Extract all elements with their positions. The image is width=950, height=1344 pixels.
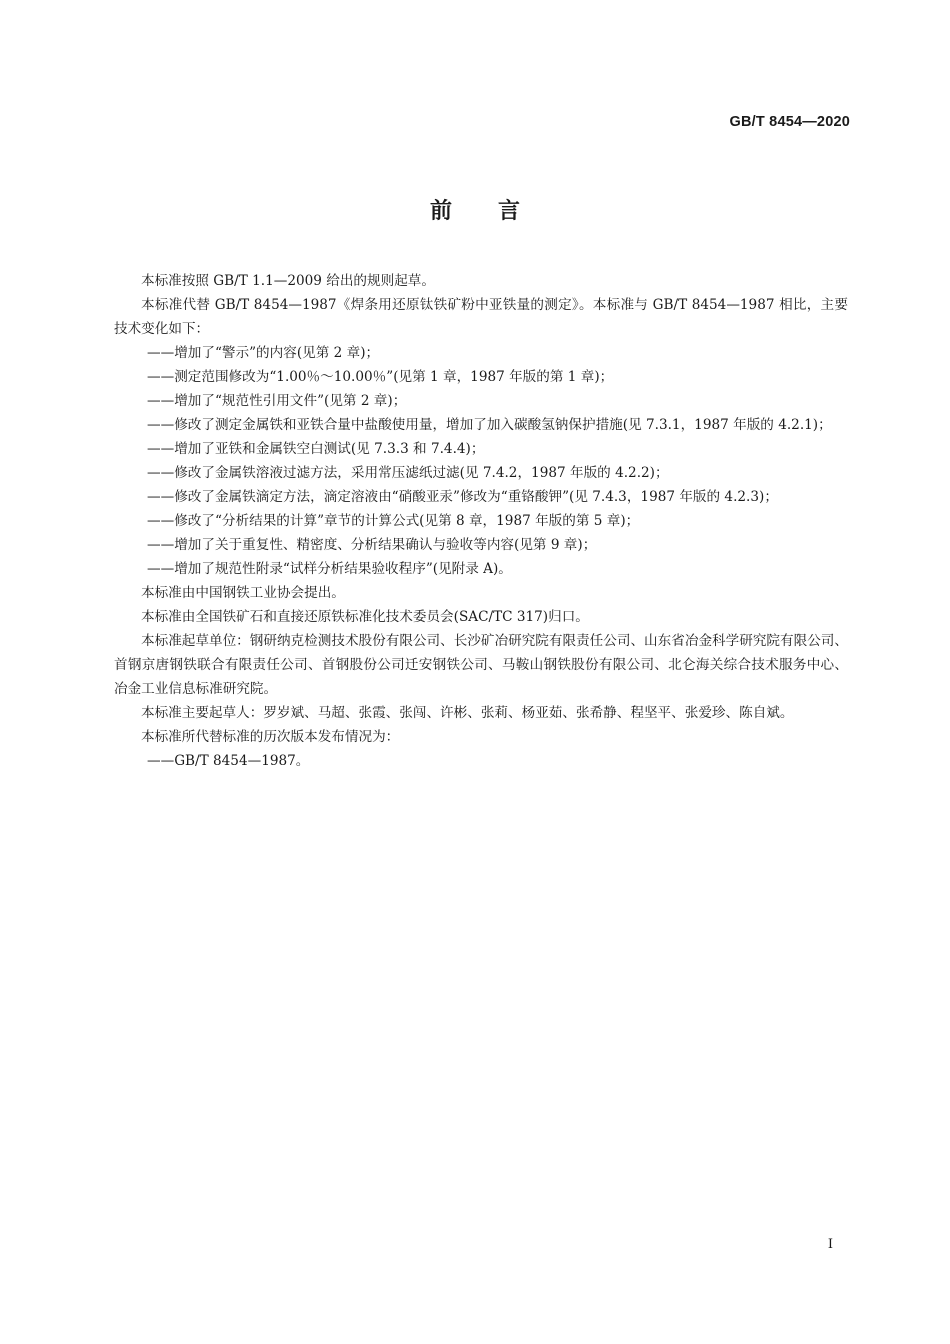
paragraph-proposer: 本标准由中国钢铁工业协会提出。 bbox=[141, 585, 345, 601]
change-item: ——修改了测定金属铁和亚铁合量中盐酸使用量，增加了加入碳酸氢钠保护措施(见 7.3.1，1987 年版的 4.2.1)； bbox=[147, 417, 832, 433]
title-char-2: 言 bbox=[498, 199, 521, 224]
foreword-body bbox=[114, 269, 848, 773]
change-item: ——增加了“规范性引用文件”(见第 2 章)； bbox=[147, 393, 407, 409]
change-item: ——增加了亚铁和金属铁空白测试(见 7.3.3 和 7.4.4)； bbox=[147, 441, 485, 457]
page-title bbox=[0, 194, 950, 225]
change-item: ——修改了“分析结果的计算”章节的计算公式(见第 8 章，1987 年版的第 5 章)； bbox=[147, 513, 640, 529]
change-item: ——测定范围修改为“1.00％～10.00％”(见第 1 章，1987 年版的第 1 章)； bbox=[147, 369, 614, 385]
paragraph-history-intro: 本标准所代替标准的历次版本发布情况为： bbox=[141, 729, 400, 745]
change-item: ——增加了关于重复性、精密度、分析结果确认与验收等内容(见第 9 章)； bbox=[147, 537, 597, 553]
page-number: I bbox=[827, 1237, 833, 1252]
change-item: ——修改了金属铁溶液过滤方法，采用常压滤纸过滤(见 7.4.2，1987 年版的 4.2.2)； bbox=[147, 465, 669, 481]
standard-code: GB/T 8454—2020 bbox=[729, 114, 850, 130]
paragraph-drafting-rules: 本标准按照 GB/T 1.1—2009 给出的规则起草。 bbox=[141, 273, 435, 289]
title-char-1: 前 bbox=[429, 199, 452, 224]
change-item: ——修改了金属铁滴定方法，滴定溶液由“硝酸亚汞”修改为“重铬酸钾”(见 7.4.3，1987 年版的 4.2.3)； bbox=[147, 489, 778, 505]
paragraph-committee: 本标准由全国铁矿石和直接还原铁标准化技术委员会(SAC/TC 317)归口。 bbox=[141, 609, 589, 625]
paragraph-replacement: 本标准代替 GB/T 8454—1987《焊条用还原钛铁矿粉中亚铁量的测定》。本标准与 GB/T 8454—1987 相比，主要技术变化如下： bbox=[114, 297, 848, 337]
history-item: ——GB/T 8454—1987。 bbox=[147, 753, 310, 769]
paragraph-drafters: 本标准主要起草人：罗岁斌、马超、张霞、张闯、许彬、张莉、杨亚茹、张希静、程坚平、张爱珍、陈自斌。 bbox=[141, 705, 794, 721]
paragraph-drafting-units: 本标准起草单位：钢研纳克检测技术股份有限公司、长沙矿冶研究院有限责任公司、山东省冶金科学研究院有限公司、首钢京唐钢铁联合有限责任公司、首钢股份公司迁安钢铁公司、马鞍山钢铁股份有限公司、北仑海关综合技术服务中心、冶金工业信息标准研究院。 bbox=[114, 633, 848, 697]
change-item: ——增加了“警示”的内容(见第 2 章)； bbox=[147, 345, 380, 361]
change-item: ——增加了规范性附录“试样分析结果验收程序”(见附录 A)。 bbox=[147, 561, 512, 577]
